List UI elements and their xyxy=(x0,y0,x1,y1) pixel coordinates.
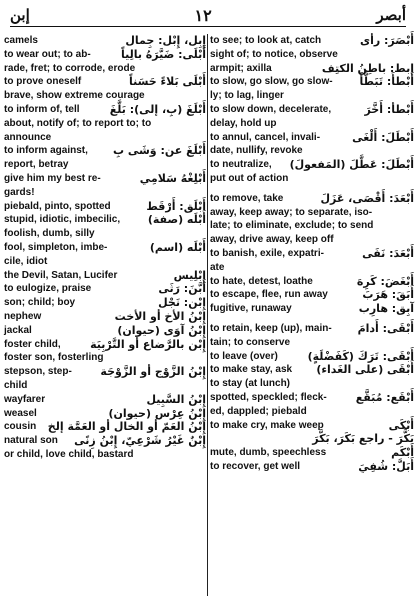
english-definition: armpit; axilla xyxy=(210,62,272,74)
english-definition: to inform of, tell xyxy=(4,103,80,115)
dictionary-entry xyxy=(210,391,414,405)
english-definition: natural son xyxy=(4,435,58,447)
left-column xyxy=(4,34,206,596)
arabic-headword: إِبْنُ عِرْس (حيوان) xyxy=(108,406,206,420)
entry-continuation: tain; to conserve xyxy=(210,336,291,348)
arabic-headword: إِبْلِيس xyxy=(173,268,206,282)
dictionary-entry xyxy=(4,172,206,186)
english-definition: to wear out; to ab- xyxy=(4,48,91,60)
english-definition: give him my best re- xyxy=(4,172,101,184)
entry-continuation: child xyxy=(4,379,28,391)
english-definition: to slow down, decelerate, xyxy=(210,103,332,115)
dictionary-entry xyxy=(210,288,414,302)
dictionary-entry xyxy=(210,247,414,261)
dictionary-entry xyxy=(4,310,206,324)
english-definition: wayfarer xyxy=(4,393,46,405)
dictionary-entry xyxy=(210,322,414,336)
dictionary-entry xyxy=(210,363,414,377)
english-definition: to see; to look at, catch xyxy=(210,35,322,46)
page-header xyxy=(10,2,406,28)
arabic-headword: أَبْطأ: أَخَّرَ xyxy=(364,102,414,116)
arabic-headword: أَبْلَغَ عن: وَشَى بِ xyxy=(112,144,206,158)
english-definition: mute, dumb, speechless xyxy=(210,447,327,459)
arabic-headword: أَبَقَ: هَرَبَ xyxy=(362,288,414,302)
arabic-headword: إِبِل، إِبْل: جِمال xyxy=(125,34,206,47)
arabic-headword: أَبْكَم xyxy=(391,446,414,460)
arabic-headword: إِبْنُ آوَى (حيوان) xyxy=(117,323,206,337)
arabic-headword: أَبْعَدَ: أَقْصَى، عَزَلَ xyxy=(320,191,414,205)
dictionary-entry xyxy=(4,75,206,89)
dictionary-entry xyxy=(210,103,414,117)
arabic-headword: أَبْلَى بَلاءً حَسَناً xyxy=(128,75,206,89)
arabic-headword: أَبْلَق: أَرْقَط xyxy=(146,199,206,213)
dictionary-entry xyxy=(210,62,414,76)
dictionary-entry xyxy=(4,144,206,158)
dictionary-entry xyxy=(4,434,206,448)
dictionary-entry xyxy=(4,282,206,296)
header-left-headword: أبصر xyxy=(376,6,406,24)
english-definition: cousin xyxy=(4,421,37,433)
entry-continuation: to stay (at lunch) xyxy=(210,378,291,390)
entry-continuation: date, nullify, revoke xyxy=(210,145,303,157)
english-definition: piebald, pinto, spotted xyxy=(4,200,111,212)
dictionary-entry xyxy=(4,200,206,214)
arabic-headword: أَبْقَى (على الغَداء) xyxy=(316,363,414,377)
entry-continuation: ate xyxy=(210,261,225,273)
english-definition: to leave (over) xyxy=(210,350,278,362)
arabic-headword: إِبْنٌ غَيْرُ شَرْعِيّ، إِبْنُ زِنًى xyxy=(74,434,206,448)
english-definition: stupid, idiotic, imbecilic, xyxy=(4,214,121,226)
arabic-headword: أَبْلَه (اسم) xyxy=(149,240,206,254)
english-definition: nephew xyxy=(4,310,42,322)
dictionary-entry xyxy=(4,365,206,379)
arabic-headword: أَبْطأَ: تَبَطَّأَ xyxy=(359,75,414,89)
english-definition: son; child; boy xyxy=(4,297,76,309)
english-definition: to neutralize, xyxy=(210,159,272,171)
english-definition: to remove, take xyxy=(210,192,284,204)
column-divider xyxy=(207,34,208,596)
entry-continuation: foolish, dumb, silly xyxy=(4,228,95,240)
arabic-headword: أَبْلَغَ (بِ، إلى): بَلَّغَ xyxy=(109,102,206,116)
english-definition: to recover, get well xyxy=(210,460,301,472)
entry-continuation: away, drive away, keep off xyxy=(210,234,334,246)
english-definition: the Devil, Satan, Lucifer xyxy=(4,269,118,281)
arabic-headword: أَبْغَضَ: كَرِهَ xyxy=(356,274,414,288)
arabic-headword: أَبْكَى xyxy=(388,418,414,432)
entry-continuation: brave, show extreme courage xyxy=(4,90,145,102)
dictionary-entry xyxy=(4,241,206,255)
english-definition: to hate, detest, loathe xyxy=(210,275,313,287)
english-definition: to eulogize, praise xyxy=(4,283,92,295)
dictionary-entry xyxy=(4,213,206,227)
arabic-headword: إِبْنُ العَمّ أو الخال أو العَمَّة إلخ xyxy=(47,420,206,434)
dictionary-entry xyxy=(210,432,414,446)
arabic-headword: أَبْلَه (صفة) xyxy=(147,213,206,227)
entry-continuation: or child, love child, bastard xyxy=(4,448,134,460)
entry-continuation: about, notify of; to report to; to xyxy=(4,117,152,129)
arabic-headword: أَبْعَدَ: نَفَى xyxy=(362,246,414,260)
arabic-headword: أَبْصَرَ: رأى xyxy=(360,34,414,47)
dictionary-entry xyxy=(4,48,206,62)
english-definition: to slow, go slow, go slow- xyxy=(210,76,333,88)
dictionary-entry xyxy=(4,324,206,338)
english-definition: to annul, cancel, invali- xyxy=(210,131,321,143)
arabic-headword: إِبْنُ السَّبِيل xyxy=(146,392,206,406)
dictionary-entry xyxy=(4,420,206,434)
dictionary-entry xyxy=(4,269,206,283)
english-definition: to retain, keep (up), main- xyxy=(210,322,332,334)
entry-continuation: cile, idiot xyxy=(4,255,48,267)
header-right-headword: إبن xyxy=(10,6,30,24)
arabic-headword: أَبْقَى: أَدامَ xyxy=(357,321,414,335)
entry-continuation: announce xyxy=(4,131,52,143)
arabic-headword: أَبْلِغْهُ سَلامِي xyxy=(139,171,206,185)
dictionary-entry xyxy=(4,407,206,421)
dictionary-entry xyxy=(4,393,206,407)
english-definition: to make cry, make weep xyxy=(210,419,324,431)
arabic-headword: إِبْن بالرَّضاع أو التَّرْبِيَة xyxy=(90,337,206,351)
dictionary-entry xyxy=(210,34,414,48)
arabic-headword: إبط: باطِنُ الكتِف xyxy=(321,61,414,75)
english-definition: to make stay, ask xyxy=(210,364,293,376)
arabic-headword: أَبْقَى: تَرَكَ (كَفَضْلَةٍ) xyxy=(307,349,414,363)
arabic-headword: أَبَلَّ: شُفِيَ xyxy=(358,459,414,473)
dictionary-entry xyxy=(210,158,414,172)
entry-continuation: ed, dappled; piebald xyxy=(210,405,307,417)
english-definition: spotted, speckled; fleck- xyxy=(210,391,327,403)
entry-continuation: foster son, fosterling xyxy=(4,352,104,364)
arabic-headword: إِبْنُ الأخ أو الأخت xyxy=(114,309,206,323)
dictionary-entry xyxy=(4,103,206,117)
page-number: ١٢ xyxy=(194,5,212,25)
dictionary-entry xyxy=(210,131,414,145)
entry-continuation: report, betray xyxy=(4,159,69,171)
arabic-headword: أَبْطَلَ: أَلْغَى xyxy=(352,130,414,144)
arabic-headword: إِبْنُ الزَّوْج أو الزَّوْجَة xyxy=(100,365,206,379)
entry-continuation: gards! xyxy=(4,186,35,198)
dictionary-entry xyxy=(210,192,414,206)
dictionary-entry xyxy=(210,302,414,316)
english-definition: to escape, flee, run away xyxy=(210,289,328,301)
arabic-headword: آبِق: هارِب xyxy=(358,302,414,316)
header-rule xyxy=(10,26,406,27)
arabic-headword: أَبْطَلَ: عَطَّلَ (المَفعولَ) xyxy=(289,158,414,172)
entry-continuation: sight of; to notice, observe xyxy=(210,48,338,60)
arabic-headword: أَبْقَع: مُبَقَّع xyxy=(355,390,414,404)
english-definition: fool, simpleton, imbe- xyxy=(4,241,108,253)
english-definition: weasel xyxy=(4,407,37,419)
dictionary-entry xyxy=(4,338,206,352)
dictionary-entry xyxy=(210,350,414,364)
arabic-headword: بَكَّرَ - راجع بَكَرَ، بَكَّرَ xyxy=(312,432,414,446)
entry-continuation: rade, fret; to corrode, erode xyxy=(4,62,136,74)
entry-continuation: ly; to lag, linger xyxy=(210,90,284,102)
dictionary-entry xyxy=(4,34,206,48)
dictionary-entry xyxy=(210,446,414,460)
english-definition: jackal xyxy=(4,324,32,336)
dictionary-entry xyxy=(210,275,414,289)
english-definition: stepson, step- xyxy=(4,366,72,378)
english-definition: foster child, xyxy=(4,338,61,350)
english-definition: to inform against, xyxy=(4,145,88,157)
dictionary-entry xyxy=(210,419,414,433)
english-definition: to prove oneself xyxy=(4,76,82,88)
dictionary-entry xyxy=(210,75,414,89)
arabic-headword: أَبَّنَ: رَثَى xyxy=(158,282,206,296)
dictionary-entry xyxy=(210,460,414,474)
entry-continuation: late; to eliminate, exclude; to send xyxy=(210,220,374,232)
english-definition: camels xyxy=(4,35,38,46)
dictionary-entry xyxy=(4,296,206,310)
entry-continuation: put out of action xyxy=(210,172,289,184)
english-definition: to banish, exile, expatri- xyxy=(210,247,324,259)
right-column xyxy=(210,34,414,596)
arabic-headword: إِبْن: نَجْل xyxy=(158,296,206,310)
entry-continuation: away, keep away; to separate, iso- xyxy=(210,206,373,218)
english-definition: fugitive, runaway xyxy=(210,303,292,315)
entry-continuation: delay, hold up xyxy=(210,117,277,129)
arabic-headword: أَبْلَى: ضَيَّرَهُ بالِياً xyxy=(120,47,206,61)
